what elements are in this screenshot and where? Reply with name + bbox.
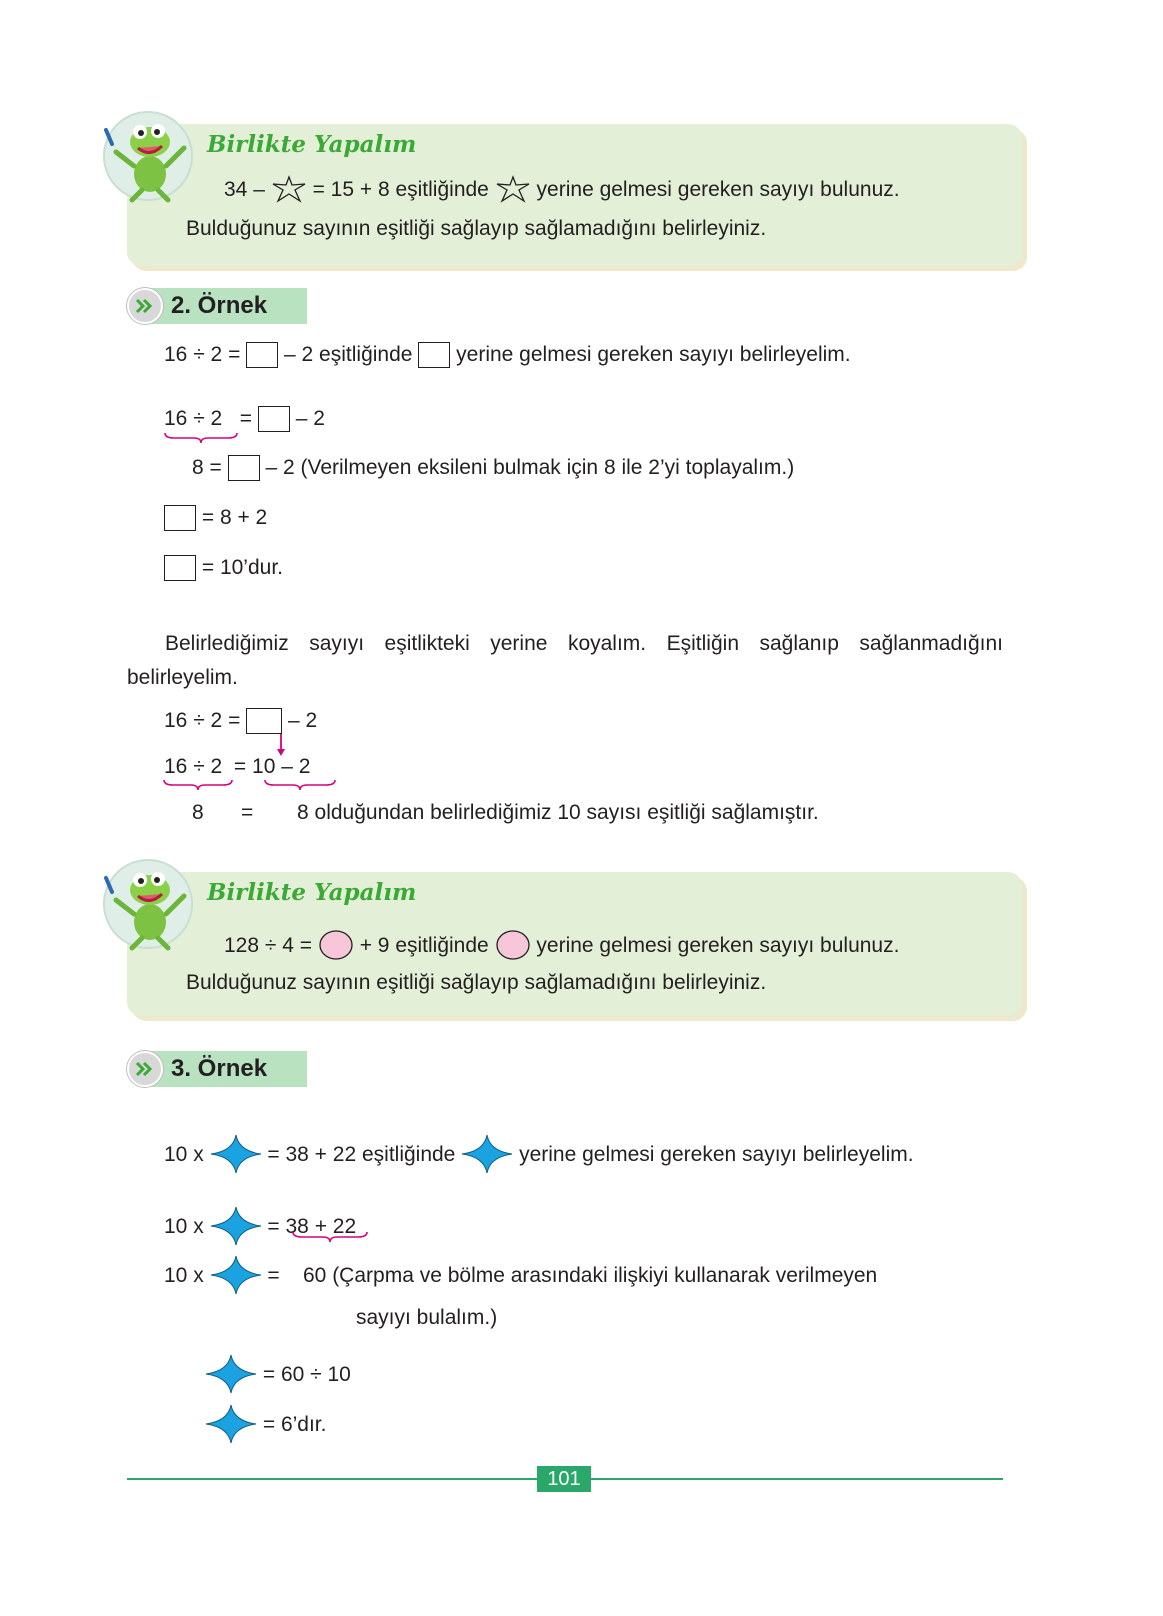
equation-step: 10 x = 60 (Çarpma ve bölme arasındaki ilişkiyi kullanarak verilmeyen [164, 1255, 877, 1295]
blue-star-icon [210, 1134, 262, 1174]
equation-step: = 6’dır. [205, 1404, 326, 1444]
activity-instruction: Bulduğunuz sayının eşitliği sağlayıp sağlamadığını belirleyiniz. [186, 217, 767, 240]
double-chevron-icon [127, 1051, 163, 1087]
equation-step: 16 ÷ 2 = – 2 [164, 407, 325, 430]
empty-box-icon [246, 342, 278, 368]
check-result: 8 [192, 801, 204, 824]
empty-box-icon [164, 505, 196, 531]
empty-box-icon [164, 555, 196, 581]
example-title: 2. Örnek [171, 292, 268, 319]
empty-box-icon [418, 342, 450, 368]
frog-mascot-icon [98, 104, 198, 204]
frog-mascot-icon [98, 852, 198, 952]
check-result-equals: = [241, 801, 254, 824]
pink-circle-icon [318, 930, 354, 960]
activity-title: Birlikte Yapalım [207, 131, 417, 158]
equation-step-continued: sayıyı bulalım.) [356, 1306, 498, 1329]
underbrace-icon [164, 432, 238, 442]
blue-star-icon [205, 1354, 257, 1394]
check-result-text: 8 olduğundan belirlediğimiz 10 sayısı eşitliği sağlamıştır. [297, 801, 819, 824]
equation-step: = 8 + 2 [164, 505, 267, 531]
example-intro: 10 x = 38 + 22 eşitliğinde yerine gelmesi gereken sayıyı belirleyelim. [164, 1134, 914, 1174]
equation-step: = 60 ÷ 10 [205, 1354, 351, 1394]
equation-step: 10 x = 38 + 22 [164, 1206, 356, 1246]
underbrace-icon [292, 1231, 368, 1241]
explanation-paragraph: Belirlediğimiz sayıyı eşitlikteki yerine koyalım. Eşitliğin sağlanıp sağlanmadığını belirleyelim. [127, 632, 1003, 689]
empty-box-icon [246, 708, 282, 734]
underbrace-icon [163, 779, 233, 789]
example-intro: 16 ÷ 2 = – 2 eşitliğinde yerine gelmesi gereken sayıyı belirleyelim. [164, 343, 851, 366]
check-step: 16 ÷ 2 = 10 – 2 [164, 755, 311, 778]
example-title: 3. Örnek [171, 1055, 268, 1082]
activity-instruction: Bulduğunuz sayının eşitliği sağlayıp sağlamadığını belirleyiniz. [186, 971, 767, 994]
activity-question-line: 34 – = 15 + 8 eşitliğinde yerine gelmesi gereken sayıyı bulunuz. [224, 178, 900, 201]
blue-star-icon [210, 1206, 262, 1246]
empty-box-icon [258, 406, 290, 432]
check-step: 16 ÷ 2 = – 2 [164, 709, 318, 732]
equation-step: = 10’dur. [164, 555, 283, 581]
double-chevron-icon [127, 288, 163, 324]
star-outline-icon [271, 176, 307, 202]
blue-star-icon [461, 1134, 513, 1174]
star-outline-icon [495, 176, 531, 202]
activity-question-line: 128 ÷ 4 = + 9 eşitliğinde yerine gelmesi gereken sayıyı bulunuz. [224, 930, 899, 960]
equation-step: 8 = – 2 (Verilmeyen eksileni bulmak için 8 ile 2’yi toplayalım.) [192, 456, 795, 479]
blue-star-icon [205, 1404, 257, 1444]
activity-title: Birlikte Yapalım [207, 879, 417, 906]
empty-box-icon [228, 455, 260, 481]
page-number: 101 [537, 1466, 591, 1492]
pink-circle-icon [495, 930, 531, 960]
underbrace-icon [264, 779, 336, 789]
blue-star-icon [210, 1255, 262, 1295]
